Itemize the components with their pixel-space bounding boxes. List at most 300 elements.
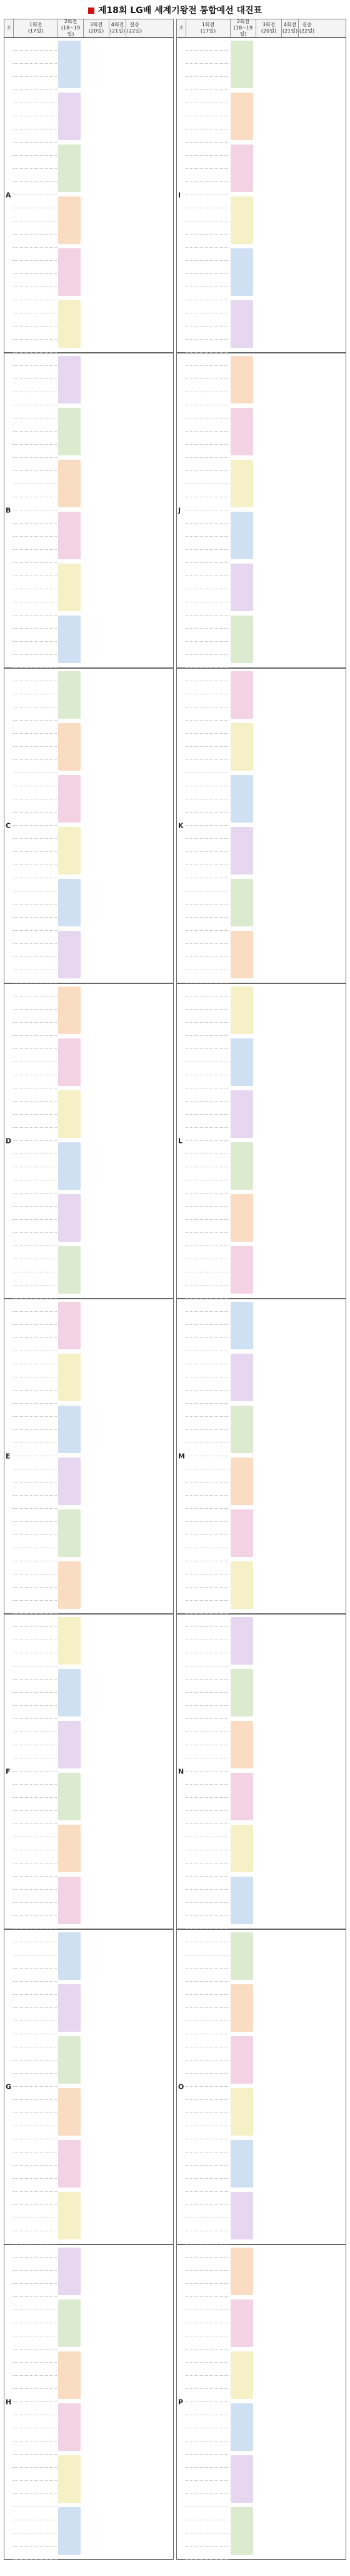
bracket-block [231, 564, 253, 611]
col-group: 조 [4, 19, 14, 37]
player-slot [13, 327, 57, 340]
player-slot [13, 2166, 57, 2179]
player-slot [186, 2403, 229, 2415]
player-slot [13, 1142, 57, 1154]
player-slot [13, 564, 57, 576]
player-slot [13, 1667, 57, 1680]
player-slot [13, 1562, 57, 1575]
bracket-header-right [176, 19, 346, 38]
player-slot [186, 1798, 229, 1811]
player-slot [186, 577, 229, 589]
player-slot [186, 1273, 229, 1285]
player-slot [186, 445, 229, 458]
player-slot [186, 1404, 229, 1417]
title-marker-icon [88, 8, 94, 14]
col-round1: 1회전 (17일) [186, 19, 231, 37]
bracket-block [58, 512, 81, 559]
group-letter: A [6, 191, 11, 200]
col-round3: 3회전 (20일) [256, 19, 282, 37]
player-slot [13, 1404, 57, 1417]
bracket-block [58, 775, 81, 823]
player-slot [186, 1037, 229, 1049]
bracket-block [231, 2507, 253, 2555]
player-slot [186, 1312, 229, 1325]
player-slot [186, 1339, 229, 1351]
player-slot [186, 866, 229, 878]
player-slot [13, 1536, 57, 1548]
player-slot [186, 1904, 229, 1916]
bracket-block [58, 931, 81, 978]
player-slot [13, 64, 57, 77]
player-slot [186, 1102, 229, 1115]
player-slot [13, 748, 57, 760]
bracket-block [58, 1773, 81, 1820]
bracket-header-left [4, 19, 174, 38]
player-slot [186, 275, 229, 287]
player-slot [186, 997, 229, 1010]
player-slot [13, 577, 57, 589]
bracket-block [58, 93, 81, 140]
player-slot [186, 1457, 229, 1469]
player-slot [13, 879, 57, 891]
player-slot [13, 853, 57, 865]
player-slot [186, 1378, 229, 1391]
bracket-block [231, 1038, 253, 1086]
player-slot [186, 2429, 229, 2442]
player-slot [186, 2521, 229, 2533]
player-slot [13, 800, 57, 813]
player-slot [186, 261, 229, 274]
player-slot [186, 498, 229, 510]
group-k [176, 668, 346, 983]
player-slot [13, 1798, 57, 1811]
group-l [176, 983, 346, 1299]
player-slot [186, 2482, 229, 2494]
player-slot [13, 892, 57, 905]
player-slot [13, 1982, 57, 1995]
bracket-block [58, 145, 81, 192]
player-slot [13, 1457, 57, 1469]
player-slot [186, 196, 229, 208]
player-slot [186, 2232, 229, 2244]
player-slot [13, 774, 57, 786]
group-letter: K [178, 821, 184, 830]
bracket-block [58, 41, 81, 88]
player-slot [186, 1391, 229, 1404]
player-slot [186, 2311, 229, 2323]
bracket-block [231, 1825, 253, 1872]
player-slot [13, 682, 57, 694]
player-slot [13, 1128, 57, 1141]
bracket-block [58, 616, 81, 663]
bracket-block [58, 1877, 81, 1924]
player-slot [186, 511, 229, 524]
player-slot [186, 1536, 229, 1548]
player-slot [186, 774, 229, 786]
bracket-block [58, 196, 81, 244]
player-slot [186, 1155, 229, 1167]
player-slot [13, 1063, 57, 1075]
bracket-block [58, 408, 81, 455]
player-slot [186, 616, 229, 629]
player-slot [186, 1431, 229, 1443]
player-slot [186, 839, 229, 852]
player-slot [186, 945, 229, 957]
player-slot [186, 800, 229, 813]
player-slot [13, 958, 57, 970]
bracket-block [231, 616, 253, 663]
bracket-block [231, 1142, 253, 1190]
player-slot [13, 721, 57, 734]
player-slot [13, 616, 57, 629]
player-slot [13, 1391, 57, 1404]
player-slot [186, 2416, 229, 2428]
bracket-block [231, 1194, 253, 1242]
player-slot [186, 603, 229, 616]
player-slot [13, 603, 57, 616]
player-slot [13, 708, 57, 721]
player-slot [13, 2455, 57, 2468]
group-b [4, 353, 174, 668]
player-slot [186, 2114, 229, 2126]
bracket-block [231, 1458, 253, 1505]
player-slot [13, 432, 57, 445]
player-slot [186, 2087, 229, 2100]
player-slot [186, 1142, 229, 1154]
bracket-block [231, 196, 253, 244]
player-slot [186, 813, 229, 826]
player-slot [186, 1063, 229, 1075]
player-slot [13, 1168, 57, 1180]
player-slot [13, 524, 57, 537]
player-slot [186, 642, 229, 655]
bracket-block [231, 356, 253, 403]
player-slot [186, 1115, 229, 1128]
player-slot [186, 2061, 229, 2074]
player-slot [13, 1102, 57, 1115]
player-slot [186, 248, 229, 261]
player-slot [186, 2074, 229, 2087]
bracket-block [231, 1877, 253, 1924]
player-slot [186, 1877, 229, 1890]
player-slot [186, 301, 229, 313]
player-slot [186, 2153, 229, 2166]
player-slot [13, 2061, 57, 2074]
player-slot [13, 1378, 57, 1391]
player-slot [13, 445, 57, 458]
bracket-block [58, 564, 81, 611]
player-slot [13, 1207, 57, 1220]
player-slot [13, 2495, 57, 2507]
player-slot [13, 340, 57, 353]
player-slot [186, 1601, 229, 1614]
bracket-block [58, 1406, 81, 1453]
player-slot [186, 1851, 229, 1864]
player-slot [186, 1194, 229, 1207]
player-slot [186, 971, 229, 983]
player-slot [186, 2376, 229, 2389]
player-slot [186, 2193, 229, 2205]
bracket-block [231, 2455, 253, 2503]
player-slot [13, 1877, 57, 1890]
player-slot [186, 1982, 229, 1995]
bracket-block [231, 1984, 253, 2032]
bracket-block [58, 671, 81, 719]
player-slot [13, 209, 57, 221]
player-slot [13, 971, 57, 983]
player-slot [13, 734, 57, 747]
player-slot [13, 866, 57, 878]
player-slot [186, 183, 229, 195]
player-slot [186, 1010, 229, 1023]
col-final: 결승 (22일) [126, 22, 142, 34]
group-letter: N [178, 1767, 184, 1776]
player-slot [13, 1785, 57, 1798]
player-slot [13, 511, 57, 524]
player-slot [186, 2350, 229, 2363]
bracket-block [231, 2192, 253, 2239]
player-slot [186, 2009, 229, 2021]
bracket-block [231, 1302, 253, 1349]
player-slot [13, 301, 57, 313]
player-slot [13, 590, 57, 602]
player-slot [13, 2442, 57, 2455]
player-slot [13, 2429, 57, 2442]
player-slot [186, 1207, 229, 1220]
player-slot [13, 1326, 57, 1338]
player-slot [186, 1917, 229, 1929]
group-letter: G [6, 2082, 12, 2091]
bracket-block [231, 1509, 253, 1557]
player-slot [186, 2534, 229, 2547]
player-slot [13, 1037, 57, 1049]
player-slot [186, 2455, 229, 2468]
player-slot [13, 2311, 57, 2323]
player-slot [186, 1496, 229, 1509]
group-letter: L [178, 1137, 183, 1145]
bracket-block [58, 1302, 81, 1349]
player-slot [13, 1680, 57, 1693]
bracket-block [58, 1825, 81, 1872]
player-slot [13, 1772, 57, 1785]
player-slot [186, 748, 229, 760]
player-slot [13, 2022, 57, 2034]
player-slot [186, 1956, 229, 1969]
player-slot [13, 2416, 57, 2428]
player-slot [186, 2219, 229, 2231]
player-slot [186, 1352, 229, 1364]
group-letter: P [178, 2398, 184, 2406]
player-slot [186, 117, 229, 129]
player-slot [13, 78, 57, 90]
player-slot [13, 1023, 57, 1036]
bracket-block [231, 2300, 253, 2347]
player-slot [186, 2258, 229, 2271]
player-slot [13, 1930, 57, 1942]
player-slot [13, 1693, 57, 1706]
player-slot [186, 353, 229, 366]
group-a [4, 38, 174, 353]
group-letter: B [6, 506, 11, 515]
player-slot [13, 2114, 57, 2126]
group-m [176, 1299, 346, 1614]
player-slot [13, 1470, 57, 1483]
player-slot [186, 459, 229, 471]
player-slot [186, 485, 229, 497]
bracket-block [58, 1038, 81, 1086]
player-slot [186, 826, 229, 839]
group-letter: E [6, 1452, 11, 1461]
player-slot [13, 130, 57, 143]
col-round3: 3회전 (20일) [84, 19, 109, 37]
bracket-block [231, 1669, 253, 1716]
player-slot [13, 1352, 57, 1364]
player-slot [13, 839, 57, 852]
player-slot [13, 1115, 57, 1128]
bracket-block [58, 986, 81, 1034]
bracket-block [231, 1932, 253, 1980]
player-slot [13, 1247, 57, 1259]
group-letter: I [178, 191, 181, 200]
player-slot [186, 1260, 229, 1272]
player-slot [13, 1496, 57, 1509]
player-slot [186, 367, 229, 379]
player-slot [13, 2324, 57, 2336]
player-slot [13, 1995, 57, 2008]
player-slot [186, 1549, 229, 1561]
player-slot [13, 2482, 57, 2494]
bracket-block [231, 1246, 253, 1294]
player-slot [186, 1509, 229, 1522]
player-slot [13, 459, 57, 471]
player-slot [186, 2363, 229, 2376]
bracket-block [231, 1090, 253, 1138]
player-slot [13, 537, 57, 550]
bracket-block [58, 723, 81, 771]
player-slot [186, 1615, 229, 1627]
bracket-block [231, 2088, 253, 2136]
player-slot [13, 367, 57, 379]
player-slot [13, 1312, 57, 1325]
bracket-block [231, 1561, 253, 1609]
player-slot [186, 2140, 229, 2153]
player-slot [13, 1549, 57, 1561]
player-slot [13, 419, 57, 432]
player-slot [186, 1641, 229, 1653]
group-c [4, 668, 174, 983]
bracket-block [58, 1142, 81, 1190]
player-slot [186, 1995, 229, 2008]
player-slot [13, 472, 57, 484]
bracket-block [231, 93, 253, 140]
player-slot [13, 2232, 57, 2244]
player-slot [13, 1917, 57, 1929]
player-slot [186, 1023, 229, 1036]
bracket-block [231, 931, 253, 978]
player-slot [186, 1483, 229, 1496]
player-slot [186, 1076, 229, 1088]
player-slot [13, 222, 57, 235]
group-e [4, 1299, 174, 1614]
player-slot [186, 1930, 229, 1942]
bracket-block [58, 827, 81, 875]
player-slot [186, 629, 229, 642]
bracket-block [231, 2248, 253, 2295]
player-slot [13, 2258, 57, 2271]
player-slot [13, 393, 57, 405]
player-slot [13, 2206, 57, 2218]
player-slot [13, 248, 57, 261]
player-slot [186, 406, 229, 418]
player-slot [13, 2140, 57, 2153]
group-i [176, 38, 346, 353]
player-slot [186, 2035, 229, 2047]
player-slot [186, 905, 229, 918]
player-slot [186, 51, 229, 64]
player-slot [13, 314, 57, 327]
player-slot [13, 1838, 57, 1850]
player-slot [186, 380, 229, 392]
player-slot [186, 1838, 229, 1850]
player-slot [13, 2219, 57, 2231]
player-slot [13, 1706, 57, 1719]
player-slot [13, 196, 57, 208]
player-slot [13, 1220, 57, 1233]
player-slot [186, 669, 229, 681]
player-slot [13, 143, 57, 156]
player-slot [13, 353, 57, 366]
player-slot [186, 1759, 229, 1772]
group-d [4, 983, 174, 1299]
player-slot [186, 2390, 229, 2402]
player-slot [13, 1851, 57, 1864]
player-slot [13, 1260, 57, 1272]
player-slot [13, 2534, 57, 2547]
player-slot [13, 695, 57, 707]
player-slot [13, 1010, 57, 1023]
player-slot [186, 524, 229, 537]
bracket-block [231, 879, 253, 926]
player-slot [13, 2468, 57, 2481]
player-slot [13, 1641, 57, 1653]
player-slot [186, 958, 229, 970]
player-slot [186, 721, 229, 734]
col-round4: 4회전 (21일) [109, 19, 126, 37]
bracket-block [231, 986, 253, 1034]
player-slot [13, 261, 57, 274]
player-slot [186, 879, 229, 891]
player-slot [186, 78, 229, 90]
player-slot [186, 2324, 229, 2336]
player-slot [186, 918, 229, 931]
bracket-block [231, 248, 253, 296]
bracket-block [231, 827, 253, 875]
bracket-block [231, 1617, 253, 1665]
player-slot [13, 826, 57, 839]
player-slot [13, 2179, 57, 2192]
player-slot [13, 550, 57, 563]
bracket-block [58, 1984, 81, 2032]
player-slot [13, 1969, 57, 1982]
player-slot [186, 340, 229, 353]
player-slot [13, 156, 57, 169]
player-slot [13, 104, 57, 116]
group-n [176, 1614, 346, 1929]
player-slot [186, 104, 229, 116]
bracket-block [58, 2088, 81, 2136]
player-slot [186, 1864, 229, 1877]
player-slot [186, 91, 229, 103]
